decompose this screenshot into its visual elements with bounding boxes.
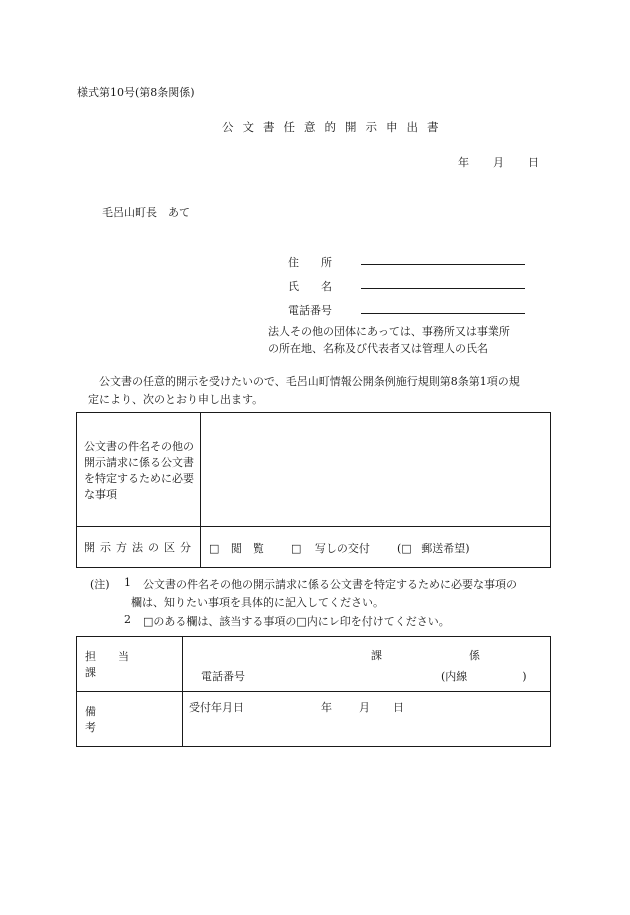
copy-checkbox[interactable]: □ <box>291 542 302 555</box>
extension-label: (内線 ) <box>441 670 527 683</box>
name-label: 氏 名 <box>288 280 332 293</box>
subject-input-cell[interactable] <box>201 413 551 527</box>
remarks-label-cell <box>77 692 183 747</box>
note2-number: 2 <box>124 613 131 626</box>
dept-phone-label: 電話番号 <box>201 670 245 683</box>
corporate-note-line2: の所在地、名称及び代表者又は管理人の氏名 <box>268 342 488 355</box>
method-options-cell <box>201 527 551 568</box>
note1-line2: 欄は、知りたい事項を具体的に記入してください。 <box>131 596 384 609</box>
received-day-label: 日 <box>393 701 404 714</box>
received-month-label: 月 <box>359 701 370 714</box>
mail-checkbox[interactable]: □ <box>401 542 412 555</box>
inspection-label: 閲 覧 <box>230 542 264 555</box>
kakari-label: 係 <box>469 649 480 662</box>
address-label: 住 所 <box>288 256 332 269</box>
dept-label: 担当課 <box>85 650 151 679</box>
note2-text: □のある欄は、該当する事項の□内にレ印を付けてください。 <box>143 615 450 628</box>
date-day-label: 日 <box>528 156 539 169</box>
date-year-label: 年 <box>458 156 469 169</box>
mail-label: 郵送希望 <box>421 542 466 555</box>
received-year-label: 年 <box>321 701 332 714</box>
request-table <box>76 412 551 568</box>
note1-line1: 公文書の件名その他の開示請求に係る公文書を特定するために必要な事項の <box>143 578 517 591</box>
phone-label: 電話番号 <box>288 304 332 317</box>
received-date-label: 受付年月日 <box>189 701 244 714</box>
addressee: 毛呂山町長 あて <box>102 206 190 219</box>
phone-field-line[interactable] <box>361 313 525 314</box>
name-field-line[interactable] <box>361 288 525 289</box>
remarks-cell <box>183 692 551 747</box>
subject-label: 公文書の件名その他の開示請求に係る公文書を特定するために必要な事項 <box>84 440 194 501</box>
mail-close-paren: ) <box>465 542 470 555</box>
date-month-label: 月 <box>493 156 504 169</box>
dept-info-cell <box>183 637 551 692</box>
inspection-checkbox[interactable]: □ <box>209 542 220 555</box>
mail-open-paren: ( <box>397 542 402 555</box>
address-field-line[interactable] <box>361 264 525 265</box>
form-number: 様式第10号(第8条関係) <box>77 86 195 99</box>
copy-label: 写しの交付 <box>314 542 370 555</box>
dept-label-cell <box>77 637 183 692</box>
intro-line1: 公文書の任意的開示を受けたいので、毛呂山町情報公開条例施行規則第8条第1項の規 <box>99 375 520 388</box>
intro-line2: 定により、次のとおり申し出ます。 <box>88 393 264 406</box>
inspection-option[interactable] <box>209 540 264 556</box>
remarks-label: 備考 <box>85 705 164 734</box>
corporate-note-line1: 法人その他の団体にあっては、事務所又は事業所 <box>268 325 510 338</box>
subject-label-cell <box>77 413 201 527</box>
office-use-table <box>76 636 551 747</box>
method-label-cell <box>77 527 201 568</box>
method-label: 開示方法の区分 <box>84 541 196 554</box>
mail-option[interactable] <box>397 540 470 556</box>
note1-number: 1 <box>124 576 131 589</box>
copy-option[interactable] <box>291 540 370 556</box>
ka-label: 課 <box>371 649 382 662</box>
notes-prefix: (注) <box>90 578 110 591</box>
document-title: 公文書任意的開示申出書 <box>222 120 448 134</box>
